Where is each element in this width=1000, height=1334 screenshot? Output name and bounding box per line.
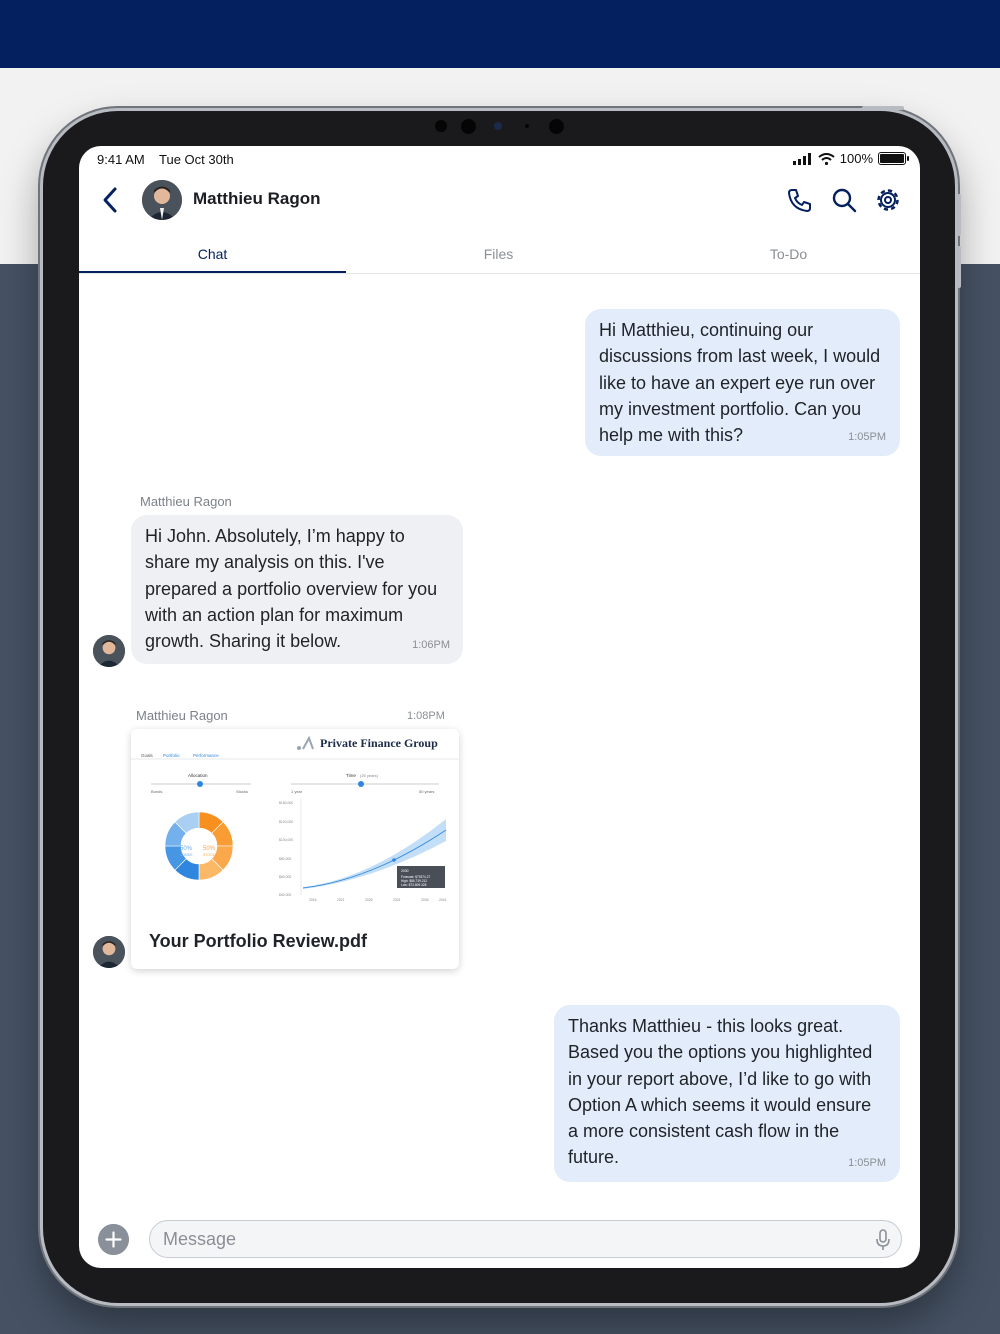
battery-icon bbox=[878, 152, 906, 165]
doc-nav-goals: Goals bbox=[141, 753, 153, 758]
allocation-slider-handle bbox=[197, 781, 203, 787]
settings-button[interactable] bbox=[875, 187, 901, 213]
brand-name: Private Finance Group bbox=[320, 736, 438, 750]
tab-chat[interactable]: Chat bbox=[197, 246, 228, 262]
y-tick: $60,000 bbox=[279, 875, 292, 879]
tooltip-high: High: $85,739.212 bbox=[401, 879, 428, 883]
tooltip-low: Low: $73,809.328 bbox=[401, 883, 427, 887]
bonds-percent: 50% bbox=[180, 846, 193, 852]
outgoing-message bbox=[554, 1005, 900, 1182]
side-button bbox=[957, 194, 961, 236]
message-text: Thanks Matthieu - this looks great. Based you the options you highlighted in your report above, I’d like to go with Option A which seems it would ensure a more consistent cash flow in the future. bbox=[568, 1016, 873, 1168]
time-slider-handle bbox=[358, 781, 364, 787]
pdf-attachment-card[interactable] bbox=[131, 729, 459, 969]
message-time: 1:05PM bbox=[848, 430, 886, 443]
tab-files[interactable]: Files bbox=[483, 246, 514, 262]
time-right-label: 50 years bbox=[419, 789, 435, 794]
battery-percent: 100% bbox=[839, 151, 873, 166]
pdf-preview bbox=[131, 729, 459, 919]
y-tick: $150,000 bbox=[279, 801, 294, 805]
search-button[interactable] bbox=[831, 187, 857, 213]
phone-call-button[interactable] bbox=[787, 187, 813, 213]
sender-avatar[interactable] bbox=[93, 635, 125, 667]
allocation-label: Allocation bbox=[188, 773, 208, 778]
back-button[interactable] bbox=[99, 186, 123, 214]
status-date: Tue Oct 30th bbox=[159, 152, 234, 167]
x-tick: 2041 bbox=[439, 898, 447, 902]
allocation-left-label: Bonds bbox=[151, 789, 163, 794]
time-label: Time bbox=[346, 773, 356, 778]
x-tick: 2016 bbox=[309, 898, 317, 902]
y-tick: $40,000 bbox=[279, 893, 292, 897]
y-tick: $80,000 bbox=[279, 857, 292, 861]
stocks-percent: 50% bbox=[203, 846, 216, 852]
microphone-button[interactable] bbox=[874, 1229, 892, 1251]
forecast-y-ticks bbox=[279, 801, 293, 897]
time-left-label: 1 year bbox=[291, 789, 303, 794]
sender-name: Matthieu Ragon bbox=[140, 494, 232, 509]
camera-bar bbox=[430, 118, 570, 134]
cellular-signal-icon bbox=[793, 153, 813, 165]
time-sublabel: (25 years) bbox=[360, 773, 379, 778]
contact-avatar[interactable] bbox=[142, 180, 182, 220]
message-text: Hi John. Absolutely, I’m happy to share my analysis on this. I've prepared a portfolio overview for you with an action plan for maximum growth. Sharing it below. bbox=[145, 526, 438, 652]
allocation-right-label: Stocks bbox=[236, 789, 249, 794]
incoming-message bbox=[131, 515, 463, 664]
add-attachment-button[interactable] bbox=[98, 1224, 129, 1255]
stocks-label: STOCKS bbox=[203, 853, 218, 857]
forecast-point bbox=[392, 858, 396, 862]
chat-header bbox=[79, 174, 920, 236]
x-tick: 2021 bbox=[337, 898, 345, 902]
status-bar bbox=[79, 146, 920, 174]
message-text: Hi Matthieu, continuing our discussions from last week, I would like to have an expert eye run over my investment portfolio. Can you help me with this? bbox=[599, 320, 881, 446]
x-tick: 2026 bbox=[365, 898, 373, 902]
x-tick: 2031 bbox=[393, 898, 401, 902]
message-input[interactable] bbox=[149, 1220, 902, 1258]
app-screen bbox=[79, 146, 920, 1268]
x-tick: 2036 bbox=[421, 898, 429, 902]
tab-todo[interactable]: To-Do bbox=[769, 246, 808, 262]
message-time: 1:06PM bbox=[412, 638, 450, 651]
outgoing-message bbox=[585, 309, 900, 456]
side-button bbox=[957, 246, 961, 288]
message-time: 1:05PM bbox=[848, 1156, 886, 1169]
y-tick: $120,000 bbox=[279, 820, 294, 824]
bonds-label: BONDS bbox=[180, 853, 193, 857]
message-time: 1:08PM bbox=[407, 710, 445, 722]
top-banner bbox=[0, 0, 1000, 68]
status-time: 9:41 AM bbox=[97, 152, 145, 167]
doc-nav-performance: Performance bbox=[193, 753, 219, 758]
pdf-filename: Your Portfolio Review.pdf bbox=[149, 931, 368, 951]
allocation-donut-chart bbox=[165, 812, 233, 880]
sender-avatar[interactable] bbox=[93, 936, 125, 968]
tooltip-forecast: Forecast: $79374.27 bbox=[401, 875, 431, 879]
contact-name: Matthieu Ragon bbox=[193, 189, 321, 208]
wifi-icon bbox=[818, 153, 835, 165]
brand-logo bbox=[303, 738, 313, 749]
top-button bbox=[862, 106, 904, 110]
forecast-x-ticks bbox=[309, 898, 447, 902]
sender-name: Matthieu Ragon bbox=[136, 708, 228, 723]
tooltip-year: 2030 bbox=[401, 869, 409, 873]
tab-bar bbox=[79, 238, 920, 274]
doc-nav-portfolio: Portfolio bbox=[163, 753, 180, 758]
active-tab-indicator bbox=[79, 271, 346, 273]
y-tick: $100,000 bbox=[279, 838, 294, 842]
